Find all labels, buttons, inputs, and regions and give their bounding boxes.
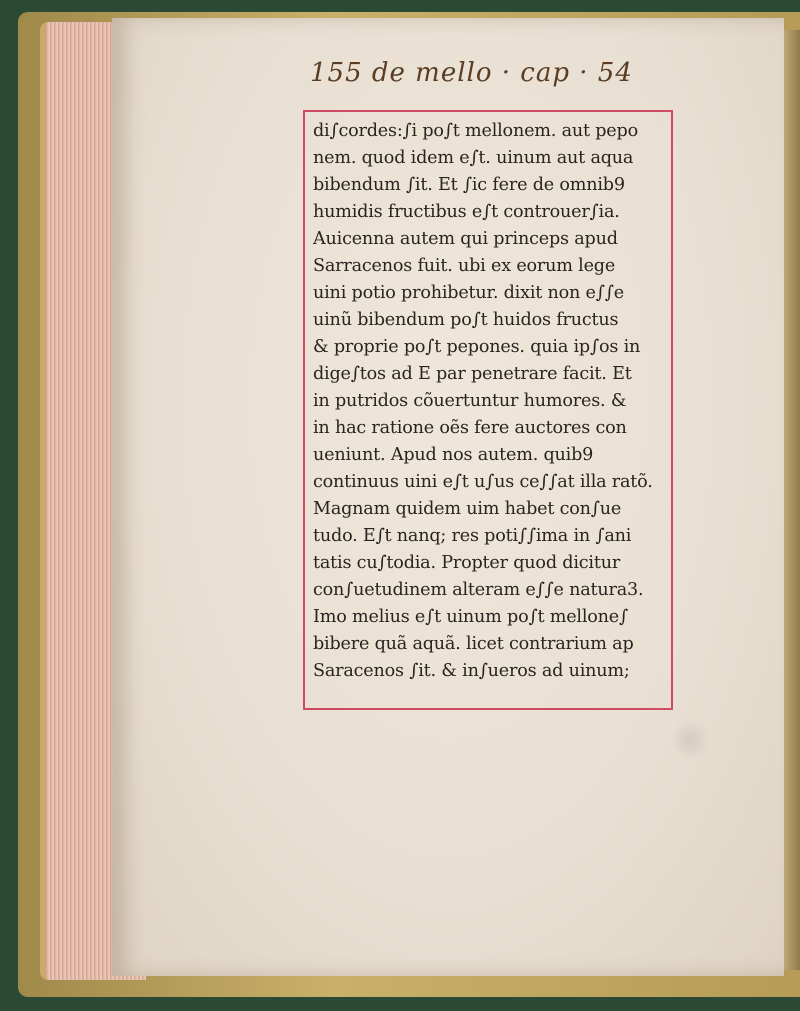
text-line: continuus uini e∫t u∫us ce∫∫at illa ratõ. [313, 472, 653, 492]
text-line: Auicenna autem qui princeps apud [313, 229, 618, 249]
text-line: tudo. E∫t nanq; res poti∫∫ima in ∫ani [313, 526, 632, 546]
text-line: in hac ratione oẽs fere auctores con [313, 418, 627, 438]
text-line: ueniunt. Apud nos autem. quib9 [313, 445, 594, 465]
text-line: uinũ bibendum po∫t huidos fructus [313, 310, 619, 330]
right-page-edge [784, 30, 800, 970]
text-line: Saracenos ∫it. & in∫ueros ad uinum; [313, 661, 630, 681]
text-line: dige∫tos ad E par penetrare facit. Et [313, 364, 632, 384]
text-block [313, 118, 669, 685]
text-line: bibere quã aquã. licet contrarium ap [313, 634, 634, 654]
paper-stain [670, 720, 710, 760]
text-line: & proprie po∫t pepones. quia ip∫os in [313, 337, 641, 357]
text-line: humidis fructibus e∫t controuer∫ia. [313, 202, 620, 222]
text-line: bibendum ∫it. Et ∫ic fere de omnib9 [313, 175, 625, 195]
page-header-handwritten: 155 de mello · cap · 54 [310, 58, 633, 88]
text-line: Imo melius e∫t uinum po∫t mellone∫ [313, 607, 628, 627]
text-line: tatis cu∫todia. Propter quod dicitur [313, 553, 621, 573]
text-line: uini potio prohibetur. dixit non e∫∫e [313, 283, 624, 303]
text-line: con∫uetudinem alteram e∫∫e natura3. [313, 580, 644, 600]
text-line: Magnam quidem uim habet con∫ue [313, 499, 622, 519]
text-line: nem. quod idem e∫t. uinum aut aqua [313, 148, 634, 168]
text-line: di∫cordes:∫i po∫t mellonem. aut pepo [313, 121, 638, 141]
text-line: in putridos cõuertuntur humores. & [313, 391, 627, 411]
text-line: Sarracenos fuit. ubi ex eorum lege [313, 256, 616, 276]
